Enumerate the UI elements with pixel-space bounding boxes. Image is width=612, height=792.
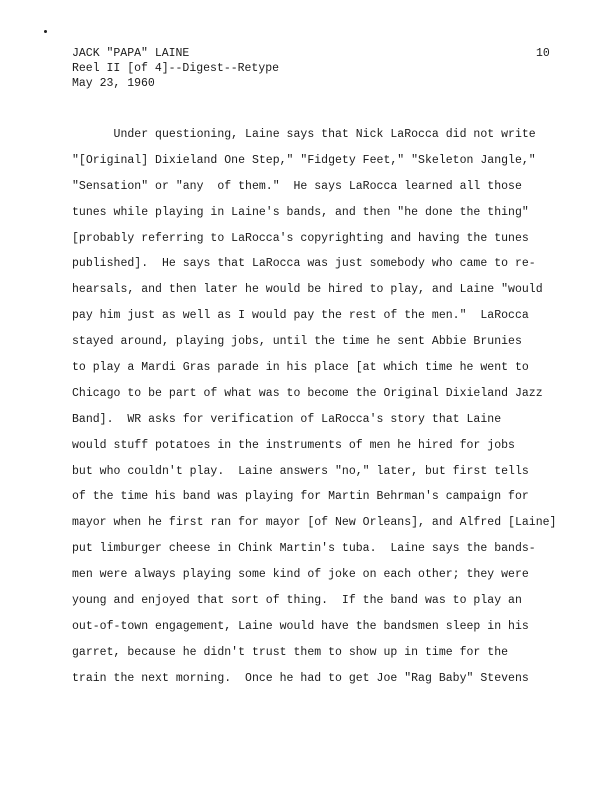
header-interviewee-name: JACK "PAPA" LAINE xyxy=(72,47,190,60)
stray-ink-mark xyxy=(44,30,47,33)
body-line: would stuff potatoes in the instruments of men he hired for jobs xyxy=(72,438,515,452)
header-reel-info: Reel II [of 4]--Digest--Retype xyxy=(72,62,280,75)
body-line: garret, because he didn't trust them to show up in time for the xyxy=(72,645,509,659)
body-line: Band]. WR asks for verification of LaRocca's story that Laine xyxy=(72,412,502,426)
body-line: "[Original] Dixieland One Step," "Fidgety Feet," "Skeleton Jangle," xyxy=(72,153,536,167)
body-line: but who couldn't play. Laine answers "no," later, but first tells xyxy=(72,464,529,478)
body-line: out-of-town engagement, Laine would have the bandsmen sleep in his xyxy=(72,619,529,633)
body-line: "Sensation" or "any of them." He says LaRocca learned all those xyxy=(72,179,522,193)
body-line: Chicago to be part of what was to become the Original Dixieland Jazz xyxy=(72,386,543,400)
body-line: put limburger cheese in Chink Martin's tuba. Laine says the bands- xyxy=(72,542,536,556)
body-line: published]. He says that LaRocca was just somebody who came to re- xyxy=(72,257,536,271)
body-line: men were always playing some kind of joke on each other; they were xyxy=(72,568,529,582)
body-line: pay him just as well as I would pay the rest of the men." LaRocca xyxy=(72,309,529,323)
body-line: of the time his band was playing for Martin Behrman's campaign for xyxy=(72,490,529,504)
header-date: May 23, 1960 xyxy=(72,77,155,90)
body-line: hearsals, and then later he would be hired to play, and Laine "would xyxy=(72,283,543,297)
body-line: tunes while playing in Laine's bands, and then "he done the thing" xyxy=(72,205,529,219)
body-line: stayed around, playing jobs, until the time he sent Abbie Brunies xyxy=(72,335,522,349)
body-text xyxy=(72,127,572,697)
document-header xyxy=(72,46,279,91)
body-line: young and enjoyed that sort of thing. If the band was to play an xyxy=(72,594,522,608)
body-line: [probably referring to LaRocca's copyrighting and having the tunes xyxy=(72,231,529,245)
body-line: mayor when he first ran for mayor [of New Orleans], and Alfred [Laine] xyxy=(72,516,557,530)
body-line: train the next morning. Once he had to get Joe "Rag Baby" Stevens xyxy=(72,671,529,685)
page-number: 10 xyxy=(536,47,550,60)
body-line: to play a Mardi Gras parade in his place [at which time he went to xyxy=(72,361,529,375)
body-line: Under questioning, Laine says that Nick LaRocca did not write xyxy=(72,128,536,141)
